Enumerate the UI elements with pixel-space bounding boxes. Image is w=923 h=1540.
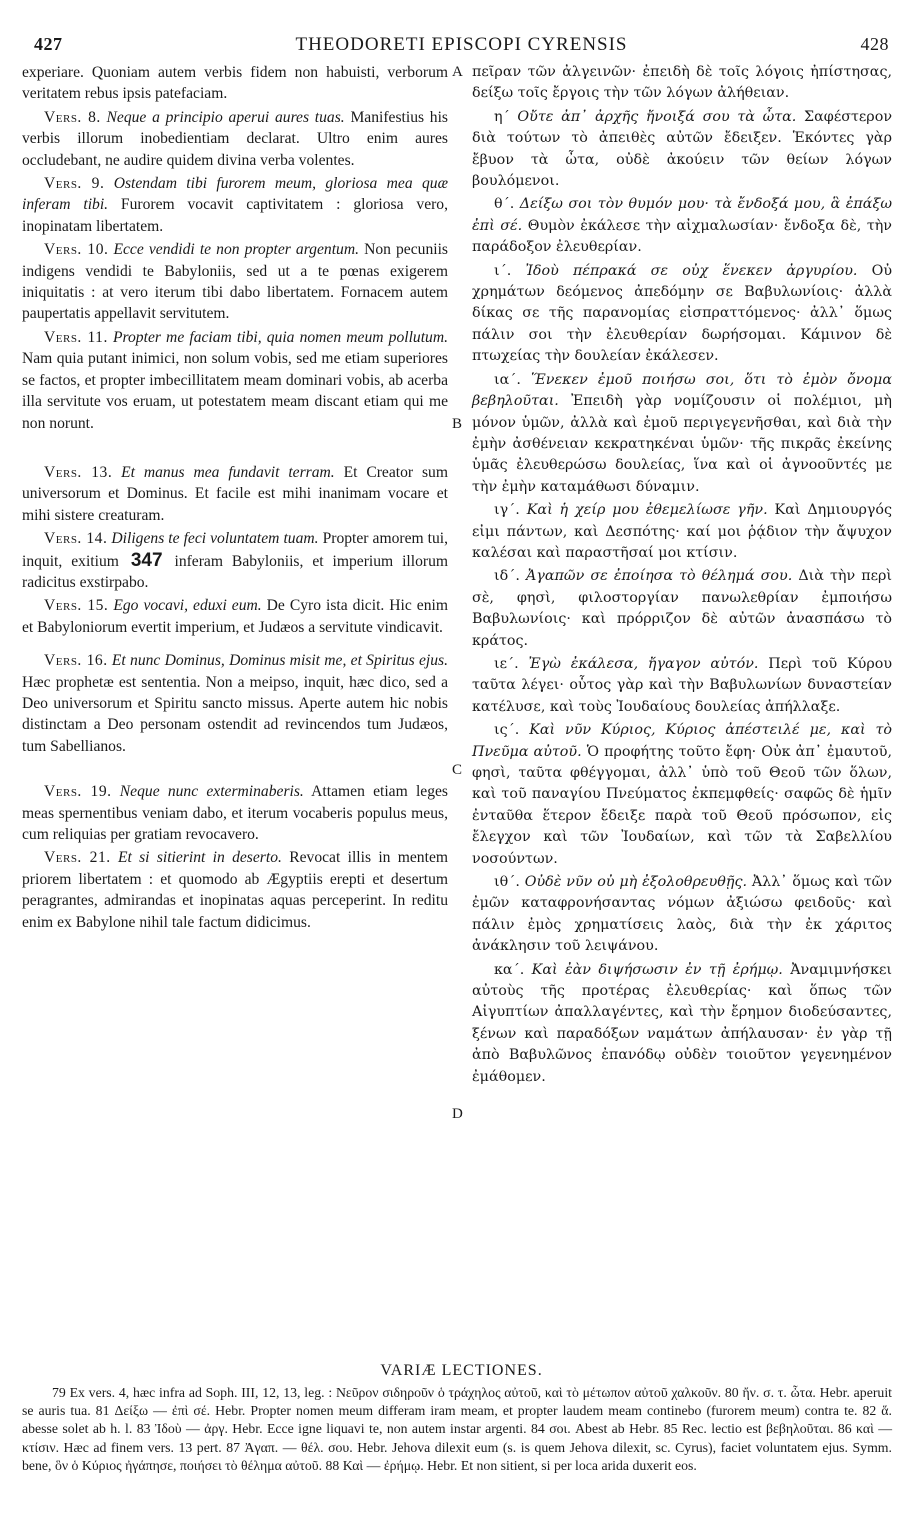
latin-verse: Vers. 11. Propter me faciam tibi, quia nomen meum pollutum. Nam quia putant inimici, non solum vobis, sed me etiam superiores se factos, et propter imbecillitatem meam dominari vobis, ab acerba illa servitute vos eruam, ut potestatem meam discant etiam qui me non norunt. (22, 328, 448, 432)
greek-verse: θ΄. Δείξω σοι τὸν θυμόν μου· τὰ ἔνδοξά μου, ἃ ἐπάξω ἐπὶ σέ. Θυμὸν ἐκάλεσε τὴν αἰχμαλωσίαν· ἔνδοξα δὲ, τὴν παράδοξον ἐλευθερίαν. (472, 196, 893, 256)
greek-verse: η΄ Οὔτε ἀπ᾽ ἀρχῆς ἤνοιξά σου τὰ ὦτα. Σαφέστερον διὰ τούτων τὸ ἀπειθὲς αὐτῶν ἔδειξεν. Ἑκόντες γὰρ ἔβυον τὰ ὦτα, οὐδὲ ἀκούειν τῶν θείων λόγων βουλόμενοι. (472, 108, 893, 190)
greek-column (472, 62, 892, 1090)
latin-verse: Vers. 14. Diligens te feci voluntatem tuam. Propter amorem tui, inquit, exitium 347 inferam Babyloniis, et imperium illorum radicitus exstirpabo. (22, 530, 449, 591)
margin-letter-a: A (452, 64, 463, 80)
running-header (14, 34, 909, 60)
greek-verse: ι΄. Ἰδοὺ πέπρακά σε οὐχ ἕνεκεν ἀργυρίου. Οὐ χρημάτων δεόμενος ἀπεδόμην σε Βαβυλωνίοις· ἀλλὰ δίκας σε τῆς παρανομίας εἰσπραττόμενος· ἀλλ᾽ ὅμως πάλιν σοι τὴν ἐλευθερίαν δωρήσομαι. Κάμινον δὲ πτωχείας τὴν δουλείαν ἐκάλεσεν. (472, 262, 893, 365)
greek-verse: κα΄. Καὶ ἐὰν διψήσωσιν ἐν τῇ ἐρήμῳ. Ἀναμιμνήσκει αὐτοὺς τῆς προτέρας ἐλευθερίας· καὶ ὅπως τῶν Αἰγυπτίων ἀπαλλαγέντες, καὶ τὴν ἔρημον διοδεύσαντες, ξένων καὶ παραδόξων ναμάτων ἀπήλαυσαν· ἐν γὰρ τῇ ἀπὸ Βαβυλῶνος ἐπανόδῳ οὐδὲν τοιοῦτον γεγενημένον ἐμάθομεν. (472, 961, 893, 1085)
latin-column (22, 62, 448, 935)
margin-letter-b: B (452, 416, 463, 432)
greek-verse: ιε΄. Ἐγὼ ἐκάλεσα, ἤγαγον αὐτόν. Περὶ τοῦ Κύρου ταῦτα λέγει· οὗτος γὰρ καὶ τὴν Βαβυλωνίων δυναστείαν κατέλυσε, καὶ τοὺς Ἰουδαίους δουλείας ἀπήλλαξε. (472, 655, 893, 715)
greek-verse: ιδ΄. Ἀγαπῶν σε ἐποίησα τὸ θέλημά σου. Διὰ τὴν περὶ σὲ, φησὶ, φιλοστοργίαν πανωλεθρίαν ἐμποιήσω Βαβυλωνίοις· καὶ πρόρριζον δὲ αὐτῶν ἀνασπάσω τὸ κράτος. (472, 568, 893, 649)
latin-verse: Vers. 19. Neque nunc exterminaberis. Attamen etiam leges meas spernentibus veniam dabo, et iterum vocaberis populus meus, cum reliquias per gratiam revocavero. (22, 783, 448, 843)
margin-letter-d: D (452, 1106, 463, 1122)
running-title: THEODORETI EPISCOPI CYRENSIS (295, 34, 628, 55)
page-number-left: 427 (34, 34, 63, 54)
latin-verse: Vers. 9. Ostendam tibi furorem meum, gloriosa mea quæ inferam tibi. Furorem vocavit captivitatem : gloriosa vero, inopinatam libertatem. (22, 175, 449, 235)
greek-verse: ιγ΄. Καὶ ἡ χείρ μου ἐθεμελίωσε γῆν. Καὶ Δημιουργός εἰμι πάντων, καὶ Δεσπότης· καί μοι ῥᾴδιον τὴν ἄψυχον καλέσαι καὶ παραστῆσαί μοι κτίσιν. (472, 502, 893, 561)
greek-paragraph: πεῖραν τῶν ἀλγεινῶν· ἐπειδὴ δὲ τοῖς λόγοις ἠπίστησας, δείξω τοῖς ἔργοις τὴν τῶν λόγων ἀλήθειαν. (472, 64, 892, 102)
variae-lectiones-heading: VARIÆ LECTIONES. (380, 1362, 543, 1379)
variae-lectiones-footnotes: 79 Ex vers. 4, hæc infra ad Soph. III, 12, 13, leg. : Νεῦρον σιδηροῦν ὁ τράχηλος αὐτοῦ, καὶ τὸ μέτωπον αὐτοῦ χαλκοῦν. 80 ἤν. σ. τ. ὦτα. Hebr. aperuit se auris tua. 81 Δείξω — ἐπὶ σέ. Hebr. Propter nomen meum differam iram meam, et propter laudem meam continebo (furorem meum) contra te. 82 ἅ. abesse solet ab h. l. 83 Ἰδοὺ — ἀργ. Hebr. Ecce igne liquavi te, non autem instar argenti. 84 σοι. Abest ab Hebr. 85 Rec. lectio est βεβηλοῦται. 86 καὶ — κτίσιν. Hæc ad finem vers. 13 pert. 87 Ἀγαπ. — θέλ. σου. Hebr. Jehova dilexit eum (s. is quem Jehova dilexit, sc. Cyrus), faciet voluntatem ejus. Symm. bene, ὃν ὁ Κύριος ἠγάπησε, ποιήσει τὸ θέλημα αὐτοῦ. 88 Καὶ — ἐρήμῳ. Hebr. Et non sitient, si per loca arida duxerit eos. (22, 1385, 892, 1473)
latin-verse: Vers. 13. Et manus mea fundavit terram. Et Creator sum universorum et Dominus. Et facile est mihi inanimam vocare et mihi sistere creaturam. (22, 463, 448, 524)
column-number-marker: 347 (130, 549, 163, 571)
greek-verse: ια΄. Ἕνεκεν ἐμοῦ ποιήσω σοι, ὅτι τὸ ἐμὸν ὄνομα βεβηλοῦται. Ἐπειδὴ γὰρ νομίζουσιν οἱ πολέμιοι, μὴ μόνον ὑμῶν, ἀλλὰ καὶ ἐμοῦ περιγεγενῆσθαι, καὶ διὰ τὴν ἐμὴν ἀσθένειαν κεκρατηκέναι ὑμῶν· τῆς πικρᾶς ἐκείνης ὑμᾶς ἐλευθερώσω δουλείας, ἵνα καὶ οἱ ἀγνοοῦντές με τὴν ἐμὴν καταμάθωσι δύναμιν. (472, 371, 892, 495)
page-number-right: 428 (860, 34, 889, 54)
latin-verse: Vers. 21. Et si sitierint in deserto. Revocat illis in mentem priorem libertatem : et quomodo ab Ægyptiis erepti et desertum peragrantes, admirandas et inopinatas aquas perceperint. In reditu enim ex Babylone nihil tale factum didicimus. (22, 849, 448, 931)
latin-verse: Vers. 16. Et nunc Dominus, Dominus misit me, et Spiritus ejus. Hæc prophetæ est sententia. Non a meipso, inquit, hæc dico, sed a Deo universorum et Spiritu sancto missus. Aperte autem hic nobis distinctam a Deo personam ostendit ad revincendos tum Judæos, tum Sabellianos. (22, 652, 448, 755)
latin-verse: Vers. 10. Ecce vendidi te non propter argentum. Non pecuniis indigens vendidi te Babyloniis, sed ut a te pœnas exigerem iniquitatis : at vero iterum tibi dabo libertatem. Fornacem autem paupertatis appellavit servitutem. (22, 241, 448, 323)
latin-verse: Vers. 8. Neque a principio aperui aures tuas. Manifestius his verbis illorum inobedientiam declarat. Ultro enim aures occludebant, ne audire quidem divina verba volentes. (22, 108, 448, 169)
latin-verse: Vers. 15. Ego vocavi, eduxi eum. De Cyro ista dicit. Hic enim et Babyloniorum evertit imperium, et Judæos a servitute vindicavit. (22, 597, 448, 636)
latin-paragraph: experiare. Quoniam autem verbis fidem non habuisti, verborum veritatem rebus ipsis patefaciam. (22, 64, 448, 103)
greek-verse: ιθ΄. Οὐδὲ νῦν οὐ μὴ ἐξολοθρευθῇς. Ἀλλ᾽ ὅμως καὶ τῶν ἐμῶν καταφρονήσαντας νόμων ἀξιώσω φειδοῦς· καὶ πάλιν ἐμὸς χρηματίσεις λαὸς, διὰ τὴν ἐκ χάριτος ἀνάκλησιν τοῦ λειψάνου. (472, 874, 893, 955)
margin-letter-c: C (452, 762, 463, 778)
greek-verse: ις΄. Καὶ νῦν Κύριος, Κύριος ἀπέστειλέ με, καὶ τὸ Πνεῦμα αὐτοῦ. Ὁ προφήτης τοῦτο ἔφη· Οὐκ ἀπ᾽ ἐμαυτοῦ, φησὶ, ταῦτα φθέγγομαι, ἀλλ᾽ ὑπὸ τοῦ Θεοῦ τῶν ὅλων, καὶ τοῦ παναγίου Πνεύματος ἐκπεμφθείς· σαφῶς δὲ ἡμῖν ἐνταῦθα ἕτερον ἔδειξε παρὰ τοῦ Θεοῦ πρόσωπον, εἰς ἔλεγχον καὶ τῶν Ἰουδαίων, καὶ τῶν τὰ Σαβελλίου νοσούντων. (472, 722, 892, 867)
